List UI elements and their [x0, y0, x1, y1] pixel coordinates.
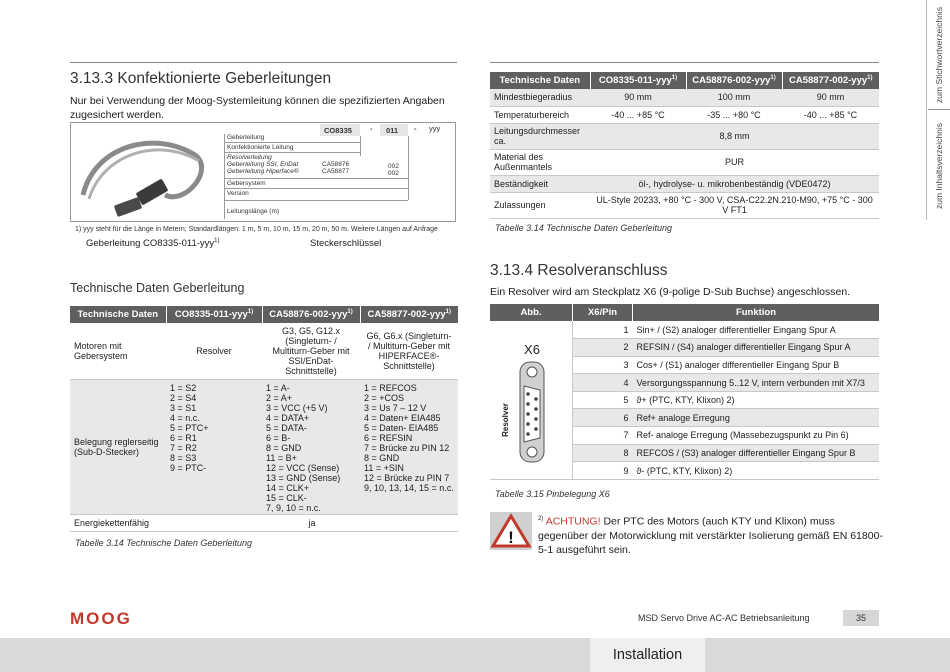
svg-text:Resolver: Resolver [501, 403, 510, 437]
figure-caption-cable: Geberleitung CO8335-011-yyy$^{1)}$ [86, 238, 220, 250]
table-row: Temperaturbereich -40 ... +85 °C -35 ... +80 °C -40 ... +85 °C [490, 106, 879, 123]
col-header: Technische Daten [70, 306, 166, 323]
connector-figure [490, 321, 573, 479]
col-header: CO8335-011-yyy$^{1)}$ [166, 306, 262, 323]
page-number: 35 [843, 610, 879, 626]
top-rule-left [70, 62, 457, 63]
order-code-diagram: CO8335 - 011 - yyy Geberleitung Konfektionierte Leitung Resolverleitung Geberleitung SSI, EnDat Geberleitung Hiperface® CA58876 CA58877 002 002 Gebersystem Version Leitungslänge (m) [224, 124, 454, 219]
tab-index[interactable]: zum Stichwortverzeichnis [928, 0, 950, 110]
col-header: Abb. [490, 304, 573, 321]
dsub-connector-icon [494, 324, 568, 474]
section-tab-installation[interactable]: Installation [590, 638, 705, 672]
svg-text:X6: X6 [524, 341, 540, 357]
col-header: CO8335-011-yyy$^{1)}$ [590, 72, 686, 89]
moog-logo: MOOG [70, 609, 132, 628]
col-header: CA58877-002-yyy$^{1)}$ [782, 72, 879, 89]
table-row: Energiekettenfähig ja [70, 514, 458, 531]
table-row: Material des Außenmantels PUR [490, 149, 879, 175]
table-row: Leitungsdurchmesser ca. 8,8 mm [490, 123, 879, 149]
pin-list-resolver: 1 = S2 2 = S4 3 = S1 4 = n.c. 5 = PTC+ 6 = R1 7 = R2 8 = S3 9 = PTC- [166, 379, 262, 514]
pin-list-hiperface: 1 = REFCOS 2 = +COS 3 = Us 7 – 12 V 4 = Daten+ EIA485 5 = Daten- EIA485 6 = REFSIN 7 = Brücke zu PIN 12 8 = GND 11 = +SIN 12 = Brücke zu PIN 7 9, 10, 13, 14, 15 = n.c. [360, 379, 458, 514]
table-caption-right: Tabelle 3.14 Technische Daten Geberleitung [495, 223, 672, 233]
table-row: 4 Versorgungsspannung 5..12 V, intern verbunden mit X7/3 [490, 374, 879, 392]
warning-icon [490, 512, 532, 550]
code-co: CO8335 [324, 126, 352, 135]
top-rule-right [490, 62, 879, 63]
figure-caption-key: Steckerschlüssel [310, 238, 382, 249]
side-divider [926, 0, 927, 220]
pin-list-ssi: 1 = A- 2 = A+ 3 = VCC (+5 V) 4 = DATA+ 5 = DATA- 6 = B- 8 = GND 11 = B+ 12 = VCC (Sense) 13 = GND (Sense) 14 = CLK+ 15 = CLK- 7, 9, 10 = n.c. [262, 379, 360, 514]
col-header: CA58876-002-yyy$^{1)}$ [686, 72, 782, 89]
table-caption-resolver: Tabelle 3.15 Pinbelegung X6 [495, 489, 610, 499]
section-heading-3-13-3: 3.13.3 Konfektionierte Geberleitungen [70, 70, 332, 87]
col-header: Funktion [633, 304, 880, 321]
cable-image [75, 125, 225, 221]
table-row: 5 ϑ+ (PTC, KTY, Klixon) 2) [490, 391, 879, 409]
section-heading-3-13-4: 3.13.4 Resolveranschluss [490, 262, 668, 279]
warning-text: $^{2)}$ ACHTUNG! Der PTC des Motors (auch KTY und Klixon) muss gegenüber der Motorwicklung mit verstärkter Isolierung gemäß EN 61800-5-1 ausgeführt sein. [538, 515, 883, 556]
table-row: Mindestbiegeradius 90 mm 100 mm 90 mm [490, 89, 879, 106]
table-row: 9 ϑ- (PTC, KTY, Klixon) 2) [490, 462, 879, 480]
col-header: CA58876-002-yyy$^{1)}$ [262, 306, 360, 323]
table-row: 8 REFCOS / (S3) analoger differentieller Eingang Spur B [490, 444, 879, 462]
resolver-pin-table [490, 304, 879, 480]
footnote-length: 1) yyy steht für die Länge in Metern; Standardlängen: 1 m, 5 m, 10 m, 15 m, 20 m, 50 m. Weitere Längen auf Anfrage [75, 226, 438, 233]
tech-data-table-right [490, 72, 879, 219]
side-tabs [928, 0, 950, 220]
table-row: Motoren mit Gebersystem Resolver G3, G5, G12.x (Singleturn- / Multiturn-Geber mit SSI/EnDat-Schnittstelle) G6, G6.x (Singleturn- / Multiturn-Geber mit HIPERFACE®-Schnittstelle) [70, 323, 458, 379]
table-row: Zulassungen UL-Style 20233, +80 °C - 300 V, CSA-C22.2N.210-M90, +75 °C - 300 V FT1 [490, 192, 879, 218]
table-row: 2 REFSIN / (S4) analoger differentieller Eingang Spur A [490, 339, 879, 357]
col-header: CA58877-002-yyy$^{1)}$ [360, 306, 458, 323]
table-row: X6 Resolver 1 Sin+ / (S2) analoger differentieller Eingang Spur A [490, 321, 879, 339]
table-row: 6 Ref+ analoge Erregung [490, 409, 879, 427]
table-row: Belegung reglerseitig (Sub-D-Stecker) 1 = S2 2 = S4 3 = S1 4 = n.c. 5 = PTC+ 6 = R1 7 = R2 8 = S3 9 = PTC- 1 = A- 2 = A+ 3 = VCC (+5 V) 4 = DATA+ 5 = DATA- 6 = B- 8 = GND 11 = B+ 12 = VCC (Sense) 13 = GND (Sense) 14 = CLK+ 15 = CLK- 7, 9, 10 = n.c. 1 = REFCOS 2 = +COS 3 = Us 7 – 12 V 4 = Daten+ EIA485 5 = Daten- EIA485 6 = REFSIN 7 = Brücke zu PIN 12 8 = GND 11 = +SIN 12 = Brücke zu PIN 7 9, 10, 13, 14, 15 = n.c. [70, 379, 458, 514]
table-caption-left: Tabelle 3.14 Technische Daten Geberleitung [75, 538, 252, 548]
col-header: X6/Pin [573, 304, 633, 321]
section-heading-tech-data: Technische Daten Geberleitung [70, 281, 245, 295]
table-row: 7 Ref- analoge Erregung (Massebezugspunkt zu Pin 6) [490, 427, 879, 445]
col-header: Technische Daten [490, 72, 590, 89]
resolver-intro: Ein Resolver wird am Steckplatz X6 (9-polige D-Sub Buchse) angeschlossen. [490, 286, 851, 298]
table-row: Beständigkeit öl-, hydrolyse- u. mikrobenbeständig (VDE0472) [490, 175, 879, 192]
table-row: 3 Cos+ / (S1) analoger differentieller Eingang Spur B [490, 356, 879, 374]
tech-data-table-left [70, 306, 458, 532]
tab-contents[interactable]: zum Inhaltsverzeichnis [934, 123, 945, 209]
svg-text:!: ! [508, 528, 514, 547]
footer-title: MSD Servo Drive AC-AC Betriebsanleitung [638, 613, 810, 623]
bottom-bar [0, 638, 950, 672]
intro-text: Nur bei Verwendung der Moog-Systemleitung können die spezifizierten Angaben zugesichert werden. [70, 95, 445, 121]
